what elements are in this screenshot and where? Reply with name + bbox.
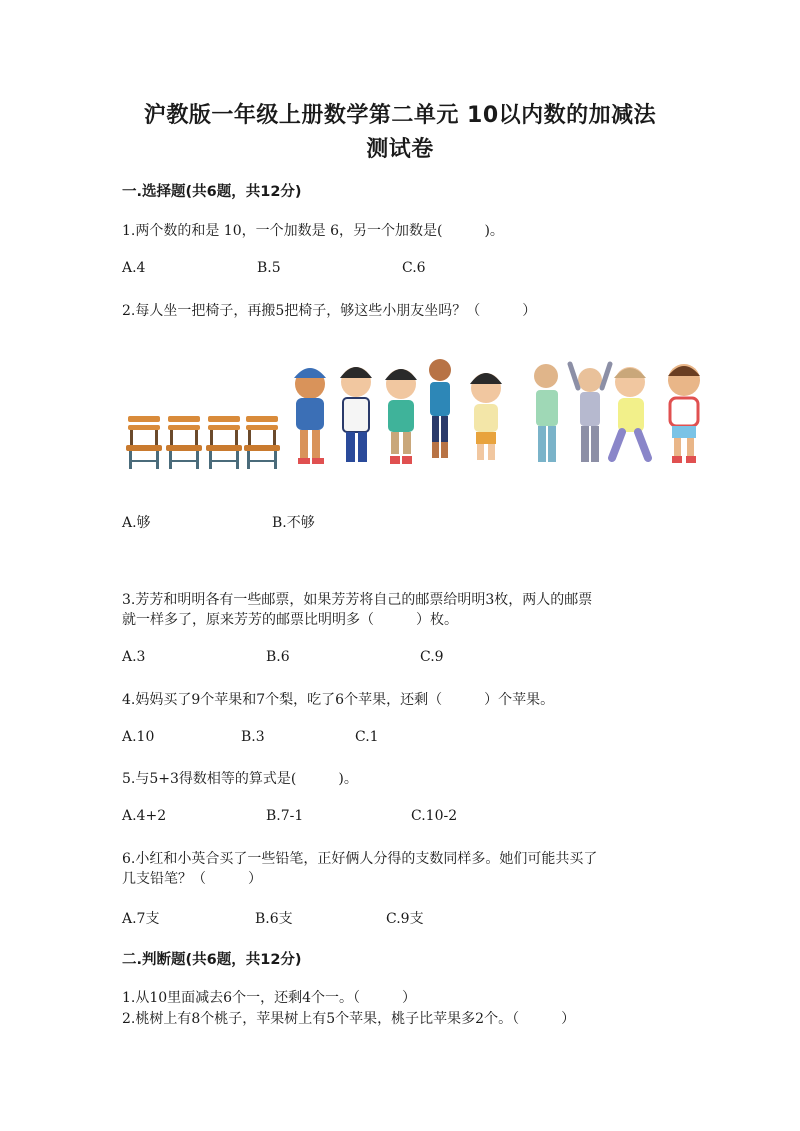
q6-option-b: B.6支 [255, 911, 293, 927]
judge-question-2: 2.桃树上有8个桃子，苹果树上有5个苹果，桃子比苹果多2个。（ ） [122, 1011, 576, 1027]
q1-option-a: A.4 [122, 260, 146, 276]
q5-option-b: B.7-1 [266, 808, 304, 824]
chairs-and-children-illustration [118, 352, 710, 470]
q3-option-a: A.3 [122, 649, 146, 665]
page-subtitle: 测试卷 [366, 137, 434, 162]
question-3-line-1: 3.芳芳和明明各有一些邮票，如果芳芳将自己的邮票给明明3枚，两人的邮票 [122, 592, 593, 608]
question-4: 4.妈妈买了9个苹果和7个梨，吃了6个苹果，还剩（ ）个苹果。 [122, 692, 555, 708]
child-figure [570, 364, 610, 462]
q6-option-a: A.7支 [122, 911, 160, 927]
question-3-line-2: 就一样多了，原来芳芳的邮票比明明多（ ）枚。 [122, 612, 458, 628]
child-figure [385, 369, 417, 464]
q3-option-b: B.6 [266, 649, 290, 665]
q4-option-b: B.3 [241, 729, 265, 745]
q3-option-c: C.9 [420, 649, 444, 665]
question-1: 1.两个数的和是 10，一个加数是 6，另一个加数是( )。 [122, 223, 504, 239]
child-figure [340, 367, 372, 462]
question-6-line-2: 几支铅笔？（ ） [122, 871, 262, 887]
child-figure [294, 368, 326, 464]
child-figure [668, 364, 700, 463]
question-2: 2.每人坐一把椅子，再搬5把椅子，够这些小朋友坐吗？（ ） [122, 303, 537, 319]
q1-option-c: C.6 [402, 260, 426, 276]
q5-option-a: A.4+2 [122, 808, 167, 824]
child-figure [470, 373, 502, 460]
page-title: 沪教版一年级上册数学第二单元 10以内数的加减法 [143, 103, 657, 128]
q1-option-b: B.5 [257, 260, 281, 276]
q2-option-b: B.不够 [272, 515, 315, 531]
q2-option-a: A.够 [122, 515, 151, 531]
child-figure [429, 359, 451, 458]
question-6-line-1: 6.小红和小英合买了一些铅笔，正好俩人分得的支数同样多。她们可能共买了 [122, 851, 598, 867]
q6-option-c: C.9支 [386, 911, 424, 927]
q5-option-c: C.10-2 [411, 808, 458, 824]
section-heading-judge: 二.判断题(共6题，共12分) [122, 952, 302, 968]
child-figure [534, 364, 558, 462]
judge-question-1: 1.从10里面减去6个一，还剩4个一。（ ） [122, 990, 416, 1006]
q4-option-a: A.10 [122, 729, 155, 745]
q4-option-c: C.1 [355, 729, 379, 745]
question-5: 5.与5+3得数相等的算式是( )。 [122, 771, 358, 787]
child-figure [612, 367, 648, 458]
section-heading-choice: 一.选择题(共6题，共12分) [122, 184, 302, 200]
